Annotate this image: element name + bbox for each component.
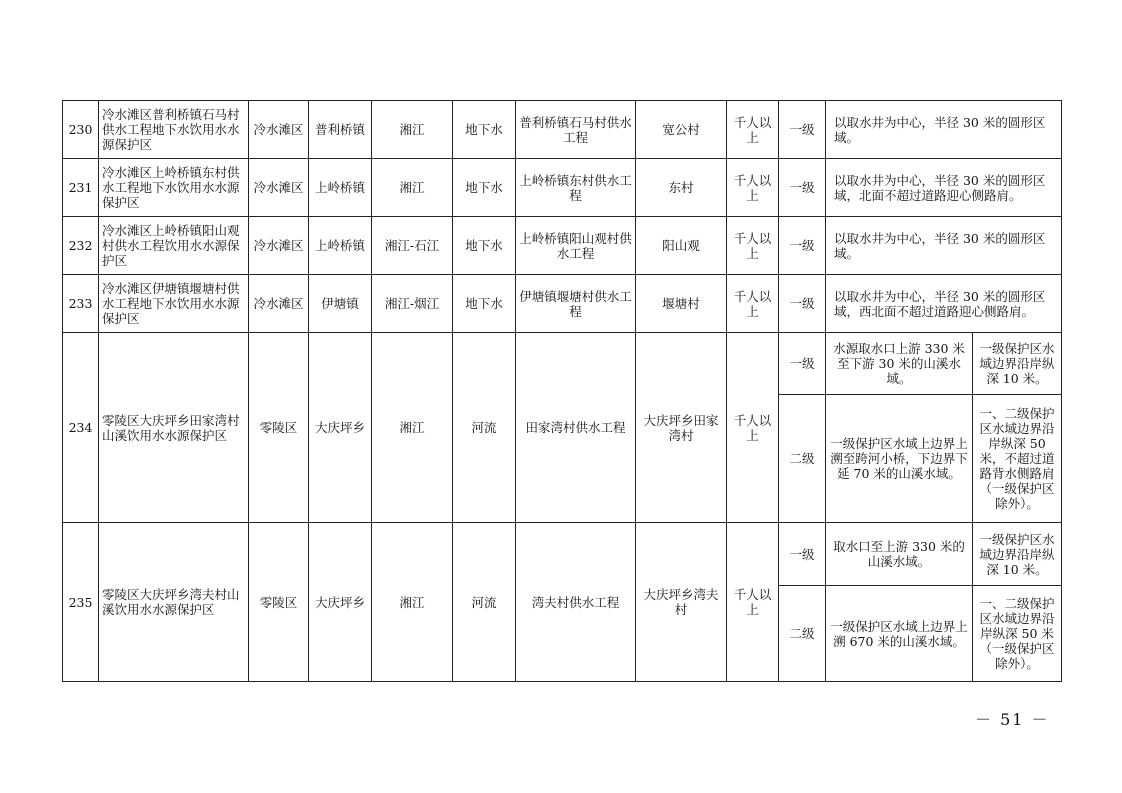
water-scope-cell: 水源取水口上游 330 米至下游 30 米的山溪水域。 (826, 333, 973, 395)
scale-cell: 千人以上 (727, 275, 779, 333)
land-scope-cell: 一、二级保护区水域边界沿岸纵深 50 米，不超过道路背水侧路肩（一级保护区除外）。 (973, 395, 1062, 523)
town-cell: 上岭桥镇 (309, 217, 372, 275)
village-cell: 堰塘村 (636, 275, 727, 333)
area-name: 冷水滩区上岭桥镇东村供水工程地下水饮用水水源保护区 (99, 159, 249, 217)
project-cell: 上岭桥镇阳山观村供水工程 (516, 217, 636, 275)
basin-cell: 湘江 (372, 101, 453, 159)
row-number: 230 (63, 101, 99, 159)
page-number: － 51 － (975, 710, 1050, 729)
table-row (63, 159, 1062, 217)
project-cell: 伊塘镇堰塘村供水工程 (516, 275, 636, 333)
scope-cell: 以取水井为中心，半径 30 米的圆形区域，西北面不超过道路迎心侧路肩。 (826, 275, 1062, 333)
scope-cell: 以取水井为中心，半径 30 米的圆形区域。 (826, 217, 1062, 275)
village-cell: 宽公村 (636, 101, 727, 159)
county-cell: 零陵区 (249, 523, 309, 682)
water-source-table (62, 100, 1062, 682)
water-type-cell: 河流 (453, 333, 516, 523)
table-row (63, 101, 1062, 159)
water-type-cell: 地下水 (453, 101, 516, 159)
water-type-cell: 地下水 (453, 275, 516, 333)
area-name: 零陵区大庆坪乡田家湾村山溪饮用水水源保护区 (99, 333, 249, 523)
level-cell: 一级 (779, 275, 826, 333)
scope-cell: 以取水井为中心，半径 30 米的圆形区域。 (826, 101, 1062, 159)
level-cell: 二级 (779, 586, 826, 682)
level-cell: 二级 (779, 395, 826, 523)
town-cell: 伊塘镇 (309, 275, 372, 333)
county-cell: 冷水滩区 (249, 275, 309, 333)
land-scope-cell: 一级保护区水域边界沿岸纵深 10 米。 (973, 333, 1062, 395)
water-scope-cell: 取水口至上游 330 米的山溪水域。 (826, 523, 973, 586)
land-scope-cell: 一、二级保护区水域边界沿岸纵深 50 米（一级保护区除外）。 (973, 586, 1062, 682)
row-number: 235 (63, 523, 99, 682)
town-cell: 上岭桥镇 (309, 159, 372, 217)
project-cell: 上岭桥镇东村供水工程 (516, 159, 636, 217)
area-name: 零陵区大庆坪乡湾夫村山溪饮用水水源保护区 (99, 523, 249, 682)
village-cell: 大庆坪乡田家湾村 (636, 333, 727, 523)
project-cell: 湾夫村供水工程 (516, 523, 636, 682)
scale-cell: 千人以上 (727, 523, 779, 682)
basin-cell: 湘江 (372, 523, 453, 682)
basin-cell: 湘江-石江 (372, 217, 453, 275)
county-cell: 冷水滩区 (249, 217, 309, 275)
row-number: 233 (63, 275, 99, 333)
village-cell: 大庆坪乡湾夫村 (636, 523, 727, 682)
county-cell: 冷水滩区 (249, 159, 309, 217)
water-scope-cell: 一级保护区水域上边界上溯 670 米的山溪水域。 (826, 586, 973, 682)
row-number: 231 (63, 159, 99, 217)
row-number: 234 (63, 333, 99, 523)
town-cell: 大庆坪乡 (309, 333, 372, 523)
water-scope-cell: 一级保护区水域上边界上溯至跨河小桥，下边界下延 70 米的山溪水域。 (826, 395, 973, 523)
basin-cell: 湘江-烟江 (372, 275, 453, 333)
level-cell: 一级 (779, 523, 826, 586)
scale-cell: 千人以上 (727, 159, 779, 217)
town-cell: 普利桥镇 (309, 101, 372, 159)
area-name: 冷水滩区上岭桥镇阳山观村供水工程饮用水水源保护区 (99, 217, 249, 275)
water-type-cell: 地下水 (453, 159, 516, 217)
land-scope-cell: 一级保护区水域边界沿岸纵深 10 米。 (973, 523, 1062, 586)
level-cell: 一级 (779, 159, 826, 217)
table-row (63, 217, 1062, 275)
project-cell: 普利桥镇石马村供水工程 (516, 101, 636, 159)
basin-cell: 湘江 (372, 333, 453, 523)
scale-cell: 千人以上 (727, 217, 779, 275)
water-type-cell: 河流 (453, 523, 516, 682)
town-cell: 大庆坪乡 (309, 523, 372, 682)
village-cell: 阳山观 (636, 217, 727, 275)
village-cell: 东村 (636, 159, 727, 217)
project-cell: 田家湾村供水工程 (516, 333, 636, 523)
level-cell: 一级 (779, 101, 826, 159)
scope-cell: 以取水井为中心，半径 30 米的圆形区域，北面不超过道路迎心侧路肩。 (826, 159, 1062, 217)
level-cell: 一级 (779, 333, 826, 395)
scale-cell: 千人以上 (727, 101, 779, 159)
county-cell: 零陵区 (249, 333, 309, 523)
basin-cell: 湘江 (372, 159, 453, 217)
county-cell: 冷水滩区 (249, 101, 309, 159)
area-name: 冷水滩区伊塘镇堰塘村供水工程地下水饮用水水源保护区 (99, 275, 249, 333)
scale-cell: 千人以上 (727, 333, 779, 523)
water-type-cell: 地下水 (453, 217, 516, 275)
table-row (63, 275, 1062, 333)
area-name: 冷水滩区普利桥镇石马村供水工程地下水饮用水水源保护区 (99, 101, 249, 159)
level-cell: 一级 (779, 217, 826, 275)
table-row (63, 333, 1062, 395)
table-row (63, 523, 1062, 586)
row-number: 232 (63, 217, 99, 275)
